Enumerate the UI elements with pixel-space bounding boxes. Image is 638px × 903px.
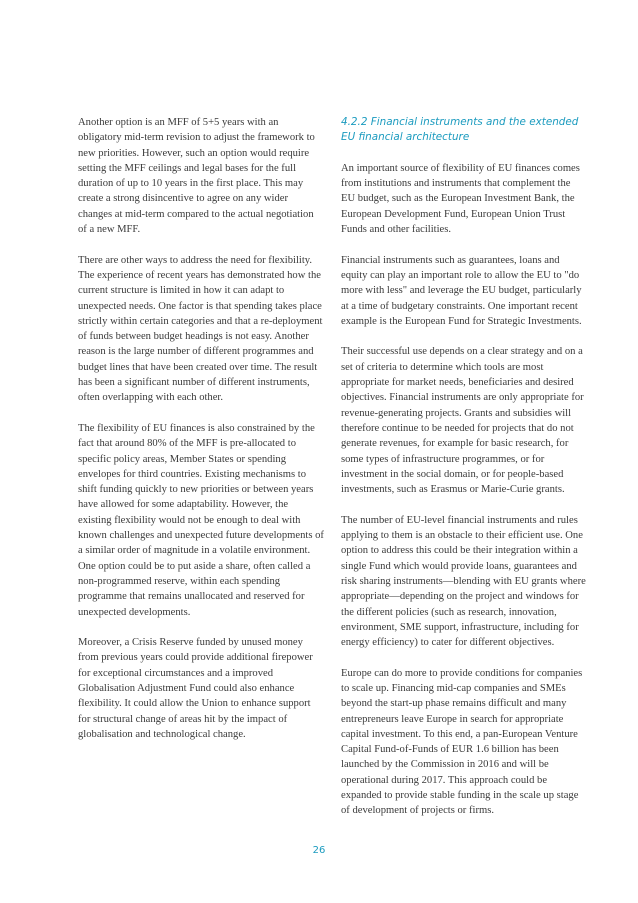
right-paragraph-2: Financial instruments such as guarantees, loans and equity can play an important role to allow the EU to "do more with less" and leverage the EU budget, particularly at a time of budgetary constraints. One important recent example is the European Fund for Strategic Investments. [341,254,582,327]
right-paragraph-3: Their successful use depends on a clear strategy and on a set of criteria to determine which tools are most appropriate for market needs, beneficiaries and desired objectives. Financial instruments are only appropriate for revenue-generating projects. Grants and subsidies will therefore continue to be needed for projects that do not generate revenues, for example for basic research, for some types of infrastructure programmes, or for investment in the social domain, or for people-based investments, such as Erasmus or Marie-Curie grants. [341,346,584,496]
left-paragraph-4: Moreover, a Crisis Reserve funded by unused money from previous years could provide additional firepower for exceptional circumstances and a improved Globalisation Adjustment Fund could also enhance flexibility. It could allow the Union to enhance support for structural change of areas hit by the impact of globalisation and technological change. [78,637,313,740]
left-paragraph-3: The flexibility of EU finances is also constrained by the fact that around 80% of the MFF is pre-allocated to specific policy areas, Member States or spending envelopes for third countries. Existing mechanisms to shift funding quickly to new priorities or between years have allowed for some adaptability. However, the existing flexibility would not be enough to deal with known challenges and unexpected future developments of a similar order of magnitude in a volatile environment. One option could be to put aside a share, often called a non-programmed reserve, within each spending programme that remains unallocated and reserved for unexpected developments. [78,422,324,618]
left-paragraph-2: There are other ways to address the need for flexibility. The experience of recent years has demonstrated how the current structure is limited in how it can adapt to unexpected needs. One factor is that spending takes place strictly within certain categories and that a re-deployment of funds between budget headings is not easy. Another reason is the large number of different programmes and budget lines that have been created over time. The result has been a significant number of different instruments, often overlapping with each other. [78,254,323,404]
right-paragraph-1: An important source of flexibility of EU finances comes from institutions and instruments that complement the EU budget, such as the European Investment Bank, the European Development Fund, European Union Trust Funds and other facilities. [341,162,580,236]
right-paragraph-5: Europe can do more to provide conditions for companies to scale up. Financing mid-cap companies and SMEs beyond the start-up phase remains difficult and many entrepreneurs leave Europe in search for appropriate capital investment. To this end, a pan-European Venture Capital Fund-of-Funds of EUR 1.6 billion has been launched by the Commission in 2016 and will be operational during 2017. This approach could be expanded to provide stable funding in the scale up stage of development of projects or firms. [341,667,583,817]
left-column [78,115,324,757]
right-column [341,115,587,834]
page-number: 26 [312,845,326,856]
section-heading: 4.2.2 Financial instruments and the extended EU financial architecture [341,116,579,144]
left-paragraph-1: Another option is an MFF of 5+5 years with an obligatory mid-term revision to adjust the framework to new priorities. However, such an option would require setting the MFF ceilings and legal bases for the full duration of up to 10 years in the first place. This may create a strong disincentive to agree on any wider changes at mid-term compared to the actual negotiation of a new MFF. [78,117,315,236]
right-paragraph-4: The number of EU-level financial instruments and rules applying to them is an obstacle to their efficient use. One option to address this could be their integration within a single Fund which would provide loans, guarantees and risk sharing instruments—blending with EU grants where appropriate—depending on the project and windows for the different policies (such as research, innovation, environment, SME support, infrastructure, including for energy efficiency) to cater for different objectives. [341,514,586,649]
